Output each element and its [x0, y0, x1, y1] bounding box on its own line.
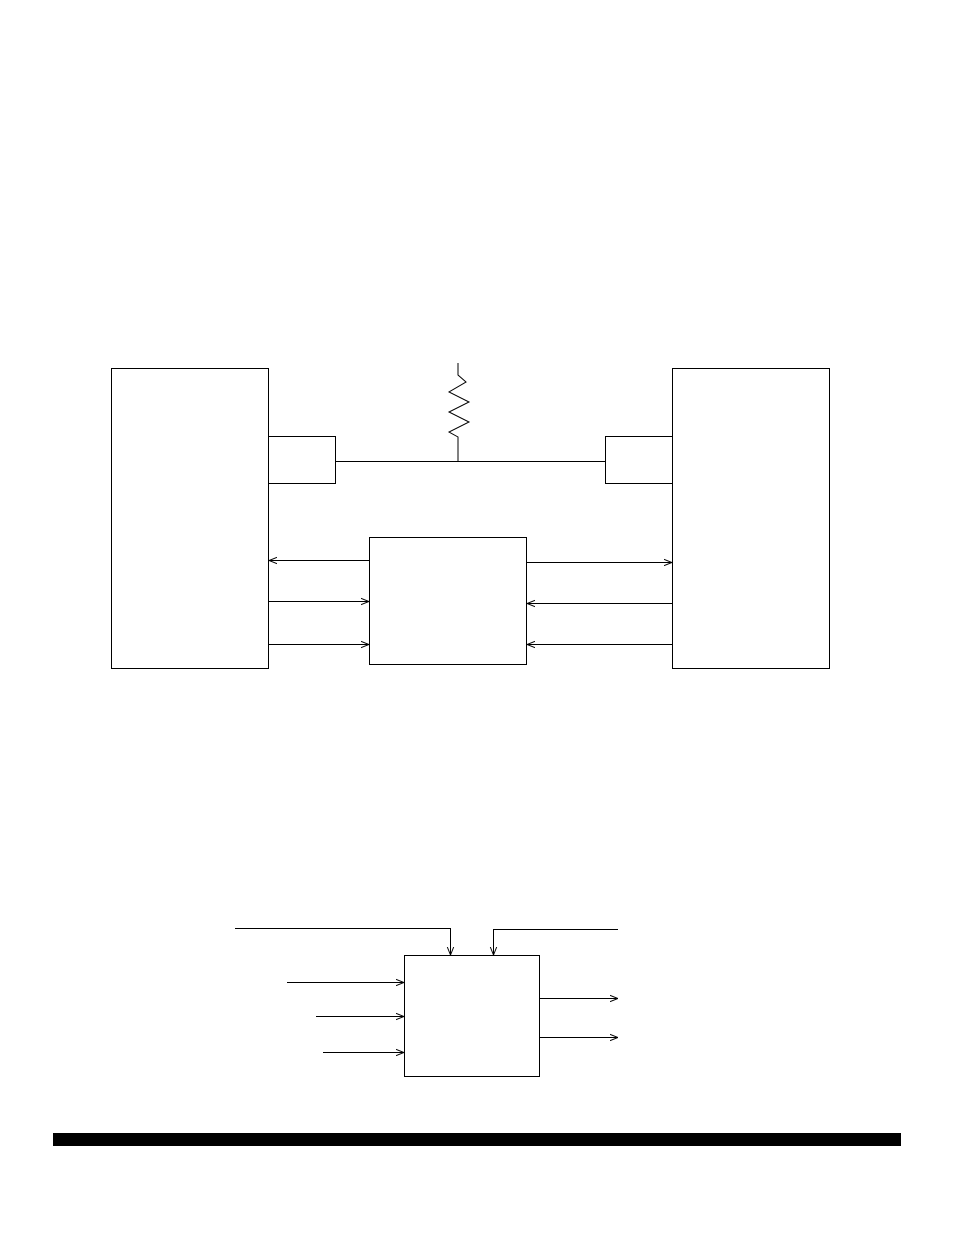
left-device-block	[112, 369, 269, 669]
left-bus-driver-block	[269, 437, 336, 484]
zigzag-resistor-icon	[449, 363, 469, 461]
top-input-right	[494, 930, 619, 956]
right-device-block	[673, 369, 830, 669]
right-bus-driver-block	[606, 437, 673, 484]
top-diagram	[112, 363, 830, 669]
logic-block	[405, 956, 540, 1077]
footer-bar	[53, 1133, 901, 1146]
top-input-left	[235, 929, 451, 956]
bottom-diagram	[235, 929, 618, 1077]
center-logic-block	[370, 538, 527, 665]
